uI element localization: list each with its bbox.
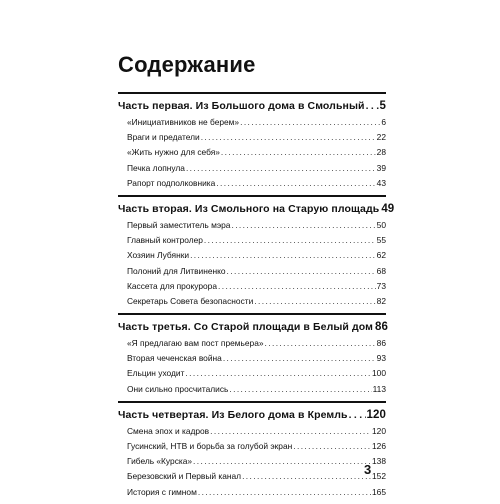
entry-page-number: 55 bbox=[376, 235, 386, 246]
part-heading[interactable] bbox=[118, 406, 386, 424]
dot-leader bbox=[186, 161, 376, 176]
dot-leader bbox=[190, 248, 376, 263]
toc-entry[interactable] bbox=[118, 382, 386, 397]
entry-title: История с гимном bbox=[127, 486, 197, 497]
dot-leader bbox=[293, 439, 371, 454]
entry-title: Полоний для Литвиненко bbox=[127, 265, 226, 276]
toc-entry[interactable] bbox=[118, 439, 386, 454]
entry-page-number: 22 bbox=[376, 132, 386, 143]
toc-entry[interactable] bbox=[118, 351, 386, 366]
entry-page-number: 100 bbox=[372, 368, 386, 379]
entry-title: «Жить нужно для себя» bbox=[127, 147, 220, 158]
toc-entry[interactable] bbox=[118, 161, 386, 176]
dot-leader bbox=[201, 130, 376, 145]
entry-page-number: 6 bbox=[381, 117, 386, 127]
dot-leader bbox=[227, 264, 376, 279]
entry-title: «Я предлагаю вам пост премьера» bbox=[127, 338, 264, 349]
entry-title: Кассета для прокурора bbox=[127, 280, 217, 291]
toc-entry[interactable] bbox=[118, 336, 386, 351]
part-heading[interactable] bbox=[118, 318, 386, 336]
toc-part-3 bbox=[118, 313, 386, 397]
entry-page-number: 68 bbox=[376, 265, 386, 276]
dot-leader bbox=[198, 485, 371, 500]
part-page-number: 49 bbox=[381, 202, 395, 215]
toc-entry[interactable] bbox=[118, 248, 386, 263]
table-of-contents bbox=[118, 92, 395, 504]
entry-page-number: 138 bbox=[372, 456, 386, 467]
entry-page-number: 73 bbox=[376, 280, 386, 291]
dot-leader bbox=[210, 424, 371, 439]
page-number: 3 bbox=[364, 462, 372, 477]
dot-leader bbox=[218, 279, 376, 294]
part-page-number: 120 bbox=[366, 408, 386, 421]
part-title: Часть четвертая. Из Белого дома в Кремль bbox=[118, 408, 348, 421]
toc-entry[interactable] bbox=[118, 264, 386, 279]
entry-title: «Инициативников не берем» bbox=[127, 117, 240, 127]
entry-title: Они сильно просчитались bbox=[127, 383, 229, 394]
dot-leader bbox=[223, 351, 376, 366]
entry-title: Хозяин Лубянки bbox=[127, 250, 190, 261]
entry-page-number: 152 bbox=[372, 471, 386, 482]
part-page-number: 5 bbox=[379, 100, 386, 112]
toc-entry[interactable] bbox=[118, 424, 386, 439]
entry-title: Гусинский, НТВ и борьба за голубой экран bbox=[127, 441, 293, 451]
dot-leader bbox=[229, 382, 371, 397]
entry-page-number: 43 bbox=[376, 177, 386, 188]
dot-leader bbox=[240, 115, 380, 130]
toc-entry[interactable] bbox=[118, 176, 386, 191]
part-title: Часть первая. Из Большого дома в Смольный bbox=[118, 100, 365, 112]
entry-title: Секретарь Совета безопасности bbox=[127, 295, 254, 306]
part-title: Часть вторая. Из Смольного на Старую площадь bbox=[118, 202, 380, 215]
entry-title: Главный контролер bbox=[127, 235, 203, 246]
entry-title: Ельцин уходит bbox=[127, 368, 185, 379]
entry-title: Рапорт подполковника bbox=[127, 177, 216, 188]
dot-leader bbox=[242, 469, 371, 484]
entry-title: Печка лопнула bbox=[127, 162, 185, 173]
toc-entry[interactable] bbox=[118, 454, 386, 469]
dot-leader bbox=[204, 233, 376, 248]
entry-page-number: 28 bbox=[376, 147, 386, 158]
toc-part-4 bbox=[118, 401, 386, 500]
toc-part-2 bbox=[118, 195, 395, 309]
entry-page-number: 165 bbox=[372, 486, 386, 497]
entry-page-number: 93 bbox=[376, 353, 386, 364]
entry-title: Смена эпох и кадров bbox=[127, 425, 210, 436]
part-heading[interactable] bbox=[118, 200, 395, 218]
dot-leader bbox=[349, 406, 366, 424]
dot-leader bbox=[193, 454, 371, 469]
entry-page-number: 39 bbox=[376, 162, 386, 173]
entry-title: Березовский и Первый канал bbox=[127, 471, 242, 482]
toc-part-1 bbox=[118, 92, 386, 191]
dot-leader bbox=[366, 97, 379, 115]
entry-page-number: 82 bbox=[376, 295, 386, 306]
toc-entry[interactable] bbox=[118, 130, 386, 145]
entry-page-number: 126 bbox=[372, 441, 386, 451]
entry-page-number: 50 bbox=[376, 219, 386, 230]
entry-title: Вторая чеченская война bbox=[127, 353, 222, 364]
toc-entry[interactable] bbox=[118, 294, 386, 309]
toc-entry[interactable] bbox=[118, 469, 386, 484]
dot-leader bbox=[221, 145, 376, 160]
entry-page-number: 113 bbox=[372, 383, 386, 394]
dot-leader bbox=[216, 176, 375, 191]
toc-entry[interactable] bbox=[118, 366, 386, 381]
part-heading[interactable] bbox=[118, 97, 386, 115]
toc-entry[interactable] bbox=[118, 145, 386, 160]
entry-page-number: 86 bbox=[376, 338, 386, 349]
toc-entry[interactable] bbox=[118, 218, 386, 233]
entry-title: Гибель «Курска» bbox=[127, 456, 193, 467]
entry-page-number: 120 bbox=[372, 425, 386, 436]
dot-leader bbox=[231, 218, 375, 233]
toc-entry[interactable] bbox=[118, 485, 386, 500]
entry-page-number: 62 bbox=[376, 250, 386, 261]
part-page-number: 86 bbox=[375, 321, 388, 334]
toc-entry[interactable] bbox=[118, 115, 386, 130]
entry-title: Первый заместитель мэра bbox=[127, 219, 231, 230]
entry-title: Враги и предатели bbox=[127, 132, 200, 143]
dot-leader bbox=[254, 294, 375, 309]
dot-leader bbox=[185, 366, 371, 381]
part-title: Часть третья. Со Старой площади в Белый дом bbox=[118, 321, 373, 334]
toc-entry[interactable] bbox=[118, 233, 386, 248]
dot-leader bbox=[265, 336, 376, 351]
toc-entry[interactable] bbox=[118, 279, 386, 294]
page-title: Содержание bbox=[118, 52, 256, 77]
